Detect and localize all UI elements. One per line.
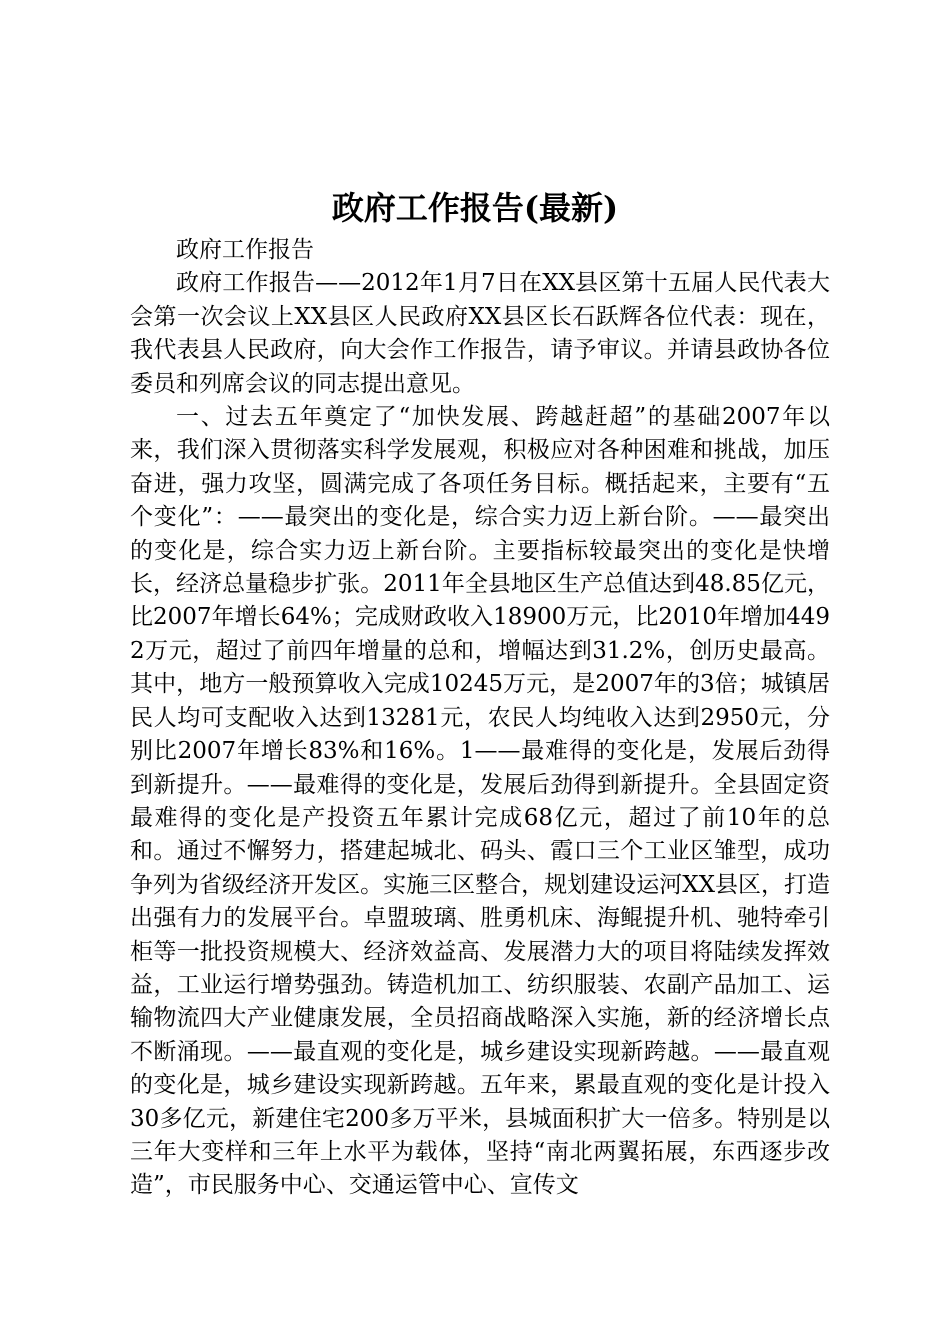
document-body — [130, 234, 830, 1203]
document-title: 政府工作报告(最新) — [331, 189, 619, 227]
paragraph-heading: 政府工作报告 — [176, 237, 314, 263]
paragraph-intro: 政府工作报告——2012年1月7日在XX县区第十五届人民代表大会第一次会议上XX县区人民政府XX县区长石跃辉各位代表：现在，我代表县人民政府，向大会作工作报告，请予审议。并请县政协各位委员和列席会议的同志提出意见。 — [130, 270, 830, 397]
paragraph-section-one: 一、过去五年奠定了“加快发展、跨越赶超”的基础2007年以来，我们深入贯彻落实科学发展观，积极应对各种困难和挑战，加压奋进，强力攻坚，圆满完成了各项任务目标。概括起来，主要有“五个变化”：——最突出的变化是，综合实力迈上新台阶。——最突出的变化是，综合实力迈上新台阶。主要指标较最突出的变化是快增长，经济总量稳步扩张。2011年全县地区生产总值达到48.85亿元，比2007年增长64%；完成财政收入18900万元，比2010年增加4492万元，超过了前四年增量的总和，增幅达到31.2%，创历史最高。其中，地方一般预算收入完成10245万元，是2007年的3倍；城镇居民人均可支配收入达到13281元，农民人均纯收入达到2950元，分别比2007年增长83%和16%。1——最难得的变化是，发展后劲得到新提升。——最难得的变化是，发展后劲得到新提升。全县固定资最难得的变化是产投资五年累计完成68亿元，超过了前10年的总和。通过不懈努力，搭建起城北、码头、霞口三个工业区雏型，成功争列为省级经济开发区。实施三区整合，规划建设运河XX县区，打造出强有力的发展平台。卓盟玻璃、胜勇机床、海鲲提升机、驰特牵引柜等一批投资规模大、经济效益高、发展潜力大的项目将陆续发挥效益，工业运行增势强劲。铸造机加工、纺织服装、农副产品加工、运输物流四大产业健康发展，全员招商战略深入实施，新的经济增长点不断涌现。——最直观的变化是，城乡建设实现新跨越。——最直观的变化是，城乡建设实现新跨越。五年来，累最直观的变化是计投入30多亿元，新建住宅200多万平米，县城面积扩大一倍多。特别是以三年大变样和三年上水平为载体，坚持“南北两翼拓展，东西逐步改造”，市民服务中心、交通运管中心、宣传文 — [130, 404, 830, 1199]
